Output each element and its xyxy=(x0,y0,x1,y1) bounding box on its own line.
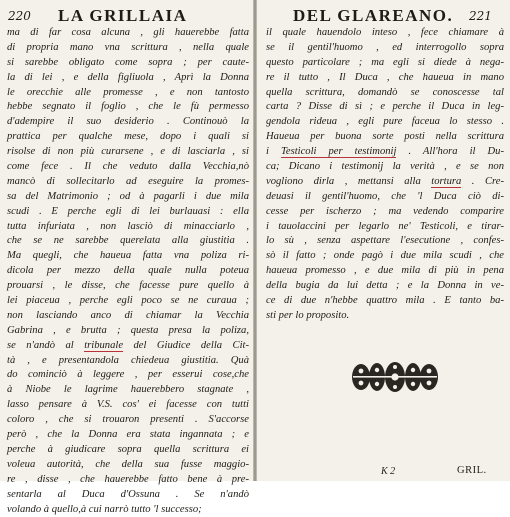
left-running-title: LA GRILLAIA xyxy=(58,6,187,26)
right-line-text: vogliono dirla , mettansi alla xyxy=(266,176,431,187)
left-line: lasso pensare à V.S. cos' ei facesse con tutti xyxy=(7,398,249,413)
left-line: dicola per mezzo della quale nulla poteua xyxy=(7,264,249,279)
left-line: tà , e presentandola chiedeua giustitia. Quà xyxy=(7,354,249,369)
left-line: mancò di sollecitarlo ad eseguire la promes- xyxy=(7,175,249,190)
right-page-text xyxy=(266,26,504,324)
right-line: haueua promesso , e due mila di più in pena xyxy=(266,264,504,279)
left-line: do cominciò à leggere , per esserui cose,che xyxy=(7,368,249,383)
left-page-text xyxy=(7,26,249,517)
left-line: di propria mano vna scrittura , nella quale xyxy=(7,41,249,56)
right-line: lo sù , senza aspettare l'esecutione , confes- xyxy=(266,234,504,249)
right-line: sò il fatto ; onde pagò i due mila scudi , che xyxy=(266,249,504,264)
right-line: della bugia da lui detta ; e la Donna in ve- xyxy=(266,279,504,294)
left-page xyxy=(0,0,253,481)
left-line: coloro , che si trouaron presenti . S'accorse xyxy=(7,413,249,428)
left-line: sentarla al Duca d'Ossuna . Se n'andò xyxy=(7,488,249,503)
left-line: re , disse , che hauerebbe fatto bene à pre- xyxy=(7,473,249,488)
right-header xyxy=(257,5,510,27)
right-line xyxy=(266,145,504,160)
left-line: lei piaceua , perche egli poco se ne curaua ; xyxy=(7,294,249,309)
right-line-text: i xyxy=(266,146,281,157)
left-line: hebbe segnato il foglio , che le fù permesso xyxy=(7,100,249,115)
right-line: quella scrittura, domandò se conoscesse tal xyxy=(266,86,504,101)
left-line: le orecchie alle promesse , e non tantosto xyxy=(7,86,249,101)
signature-mark: K 2 xyxy=(381,466,395,477)
left-line: volando à quello,à cui narrò tutto 'l successo; xyxy=(7,503,249,517)
left-line: ma di far cosa alcuna , gli hauerebbe fatta xyxy=(7,26,249,41)
left-line-text: se n'andò al xyxy=(7,340,84,351)
underlined-phrase: Testicoli per testimonij xyxy=(281,146,396,158)
left-header xyxy=(0,5,253,27)
left-line: perche à giudicare sopra quella scrittura ei xyxy=(7,443,249,458)
left-line: d'adempire il suo desiderio . Continouò la xyxy=(7,115,249,130)
left-line: Ma quegli, che haueua fatta vna poliza ri- xyxy=(7,249,249,264)
right-page-number: 221 xyxy=(469,9,492,23)
right-line: gendola rideua , egli pure faceua lo stesso . xyxy=(266,115,504,130)
catchword: GRIL. xyxy=(457,465,487,476)
left-line: prattica per qualche mese, dopo i quali si xyxy=(7,130,249,145)
left-page-number: 220 xyxy=(8,9,31,23)
left-line: risolse di non più curarsene , e di lasciarla , si xyxy=(7,145,249,160)
right-line-text: . All'hora il Du- xyxy=(396,146,504,157)
left-line-text: del Giudice della Cit- xyxy=(123,340,249,351)
right-line-text: . Cre- xyxy=(461,176,504,187)
left-line: prouarsi , le disse, che facesse pure quello à xyxy=(7,279,249,294)
right-line: carta ? Disse di sì ; e perche il Duca in leg- xyxy=(266,100,504,115)
left-line: che se ne sarebbe querelata alla giustitia . xyxy=(7,234,249,249)
left-line: si sarebbe obligato come sopra ; per caute- xyxy=(7,56,249,71)
underlined-phrase: tribunale xyxy=(84,340,123,352)
left-line xyxy=(7,339,249,354)
right-running-title: DEL GLAREANO. xyxy=(293,6,453,26)
underlined-phrase: tortura xyxy=(431,176,461,188)
left-line: però , che la Donna era stata ingannata ; e xyxy=(7,428,249,443)
left-line: Gabrina , e brutta ; questa presa la poliza, xyxy=(7,324,249,339)
left-line: voleua autorità, che della sua fusse maggio- xyxy=(7,458,249,473)
right-line: i tauolaccini per legarlo ne' Testicoli, e tirar- xyxy=(266,220,504,235)
right-line: re il tutto , Il Duca , che haueua in mano xyxy=(266,71,504,86)
printer-fleuron-ornament xyxy=(349,360,441,394)
right-line: se il gentil'huomo , ed interrogollo sopra xyxy=(266,41,504,56)
left-line: à Niobe le lagrime hauerebbero stagnate , xyxy=(7,383,249,398)
left-line: sa del Matrimonio ; od à pagarli i due mila xyxy=(7,190,249,205)
left-line: scudi . E perche egli di lei burlauasi : ella xyxy=(7,205,249,220)
right-line xyxy=(266,175,504,190)
right-line: Haueua per buona sorte posti nella scrittura xyxy=(266,130,504,145)
left-line: tutta infuriata , non lasciò di minacciarlo , xyxy=(7,220,249,235)
left-line: non lasciando anco di chiamar la Vecchia xyxy=(7,309,249,324)
left-line: la di lei , e della figliuola , Aprì la Donna xyxy=(7,71,249,86)
right-line: cesse per ischerzo ; ma vedendo comparire xyxy=(266,205,504,220)
right-line: deuasi il gentil'huomo, che 'l Duca ciò di- xyxy=(266,190,504,205)
right-line: questo particolare ; ma egli si diede à nega- xyxy=(266,56,504,71)
right-line: ca; Dicano i testimonij la verità , e se non xyxy=(266,160,504,175)
right-page xyxy=(257,0,510,481)
left-line: come fece . Il che veduto dalla Vecchia,nò xyxy=(7,160,249,175)
right-line: il quale hauendolo inteso , fece chiamare à xyxy=(266,26,504,41)
right-line: ce di due n'hebbe quattro mila . E tanto ba- xyxy=(266,294,504,309)
right-line: sti per lo proposito. xyxy=(266,309,504,324)
